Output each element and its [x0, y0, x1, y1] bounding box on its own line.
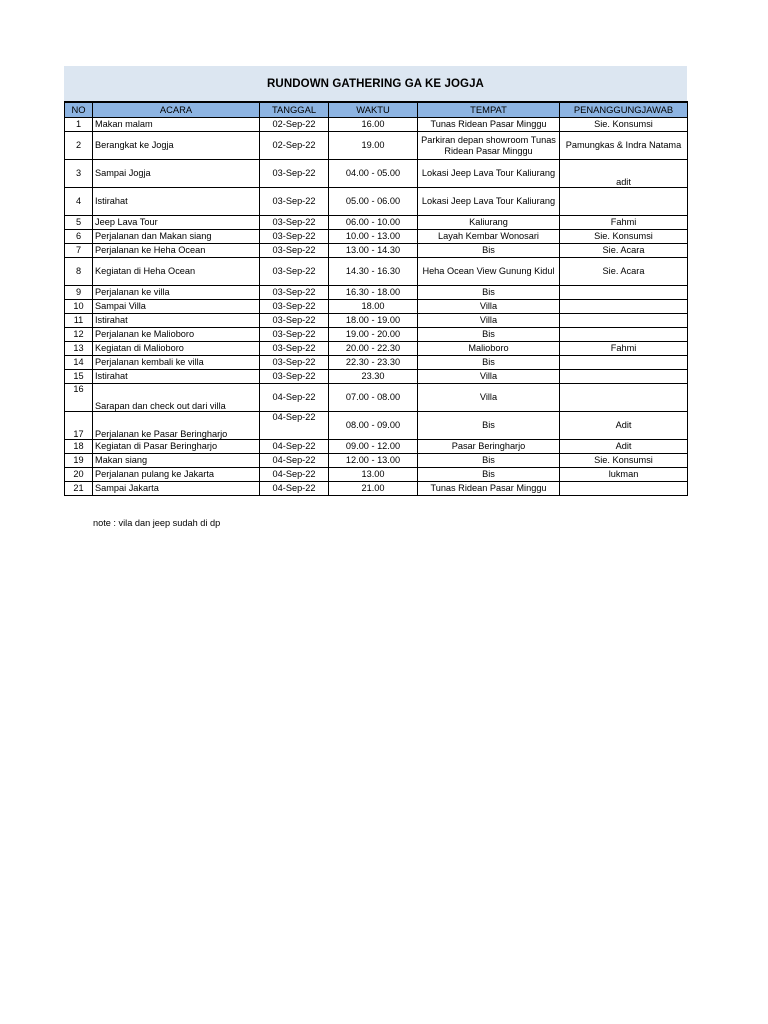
table-row: [65, 188, 688, 216]
cell-penanggungjawab: [560, 314, 688, 328]
cell-no: 21: [65, 482, 93, 496]
cell-tanggal: 04-Sep-22: [260, 384, 329, 412]
cell-waktu: 13.00: [329, 468, 418, 482]
cell-tanggal: 04-Sep-22: [260, 412, 329, 440]
cell-tanggal: 03-Sep-22: [260, 370, 329, 384]
cell-no: 1: [65, 118, 93, 132]
cell-penanggungjawab: Fahmi: [560, 216, 688, 230]
table-row: [65, 468, 688, 482]
header-waktu: WAKTU: [329, 102, 418, 118]
table-row: [65, 356, 688, 370]
cell-tanggal: 04-Sep-22: [260, 440, 329, 454]
cell-tempat: Lokasi Jeep Lava Tour Kaliurang: [418, 160, 560, 188]
cell-tanggal: 03-Sep-22: [260, 342, 329, 356]
cell-acara: Berangkat ke Jogja: [93, 132, 260, 160]
cell-tanggal: 04-Sep-22: [260, 482, 329, 496]
cell-tempat: Kaliurang: [418, 216, 560, 230]
cell-penanggungjawab: [560, 328, 688, 342]
cell-penanggungjawab: Sie. Konsumsi: [560, 230, 688, 244]
table-row: [65, 244, 688, 258]
cell-waktu: 23.30: [329, 370, 418, 384]
table-row: [65, 216, 688, 230]
table-row: [65, 454, 688, 468]
cell-waktu: 19.00 - 20.00: [329, 328, 418, 342]
table-row: [65, 230, 688, 244]
header-acara: ACARA: [93, 102, 260, 118]
cell-tempat: Pasar Beringharjo: [418, 440, 560, 454]
cell-waktu: 20.00 - 22.30: [329, 342, 418, 356]
cell-no: 9: [65, 286, 93, 300]
cell-penanggungjawab: Sie. Konsumsi: [560, 454, 688, 468]
cell-no: 14: [65, 356, 93, 370]
cell-tempat: Heha Ocean View Gunung Kidul: [418, 258, 560, 286]
header-penanggungjawab: PENANGGUNGJAWAB: [560, 102, 688, 118]
cell-tempat: Parkiran depan showroom Tunas Ridean Pasar Minggu: [418, 132, 560, 160]
cell-tempat: Bis: [418, 286, 560, 300]
cell-acara: Perjalanan ke Pasar Beringharjo: [93, 412, 260, 440]
cell-tanggal: 03-Sep-22: [260, 258, 329, 286]
cell-acara: Perjalanan dan Makan siang: [93, 230, 260, 244]
cell-penanggungjawab: Sie. Acara: [560, 244, 688, 258]
cell-acara: Kegiatan di Pasar Beringharjo: [93, 440, 260, 454]
cell-tanggal: 04-Sep-22: [260, 468, 329, 482]
cell-no: 15: [65, 370, 93, 384]
cell-no: 19: [65, 454, 93, 468]
cell-penanggungjawab: Adit: [560, 412, 688, 440]
table-row: [65, 412, 688, 440]
cell-waktu: 05.00 - 06.00: [329, 188, 418, 216]
cell-tanggal: 03-Sep-22: [260, 244, 329, 258]
table-header-row: [65, 102, 688, 118]
cell-no: 6: [65, 230, 93, 244]
cell-acara: Kegiatan di Malioboro: [93, 342, 260, 356]
cell-no: 8: [65, 258, 93, 286]
cell-tanggal: 03-Sep-22: [260, 300, 329, 314]
table-row: [65, 370, 688, 384]
cell-no: 10: [65, 300, 93, 314]
cell-waktu: 19.00: [329, 132, 418, 160]
cell-tempat: Bis: [418, 356, 560, 370]
table-row: [65, 342, 688, 356]
cell-no: 3: [65, 160, 93, 188]
cell-waktu: 16.30 - 18.00: [329, 286, 418, 300]
table-row: [65, 300, 688, 314]
cell-penanggungjawab: Adit: [560, 440, 688, 454]
table-row: [65, 258, 688, 286]
sheet-title: RUNDOWN GATHERING GA KE JOGJA: [64, 66, 687, 101]
table-row: [65, 286, 688, 300]
cell-tempat: Bis: [418, 454, 560, 468]
cell-tempat: Bis: [418, 244, 560, 258]
cell-acara: Perjalanan kembali ke villa: [93, 356, 260, 370]
cell-acara: Sampai Jogja: [93, 160, 260, 188]
cell-tanggal: 03-Sep-22: [260, 160, 329, 188]
cell-tempat: Villa: [418, 370, 560, 384]
cell-tanggal: 03-Sep-22: [260, 314, 329, 328]
cell-no: 16: [65, 384, 93, 412]
cell-tanggal: 03-Sep-22: [260, 216, 329, 230]
cell-waktu: 10.00 - 13.00: [329, 230, 418, 244]
cell-acara: Makan siang: [93, 454, 260, 468]
cell-tanggal: 03-Sep-22: [260, 286, 329, 300]
cell-no: 17: [65, 412, 93, 440]
cell-waktu: 04.00 - 05.00: [329, 160, 418, 188]
cell-acara: Istirahat: [93, 188, 260, 216]
cell-acara: Kegiatan di Heha Ocean: [93, 258, 260, 286]
cell-tempat: Layah Kembar Wonosari: [418, 230, 560, 244]
cell-penanggungjawab: Sie. Acara: [560, 258, 688, 286]
cell-tanggal: 03-Sep-22: [260, 356, 329, 370]
cell-tanggal: 03-Sep-22: [260, 230, 329, 244]
cell-tempat: Bis: [418, 468, 560, 482]
cell-tempat: Malioboro: [418, 342, 560, 356]
cell-acara: Sampai Villa: [93, 300, 260, 314]
cell-acara: Sarapan dan check out dari villa: [93, 384, 260, 412]
cell-no: 20: [65, 468, 93, 482]
cell-waktu: 16.00: [329, 118, 418, 132]
cell-waktu: 08.00 - 09.00: [329, 412, 418, 440]
cell-penanggungjawab: [560, 370, 688, 384]
cell-no: 11: [65, 314, 93, 328]
cell-acara: Istirahat: [93, 314, 260, 328]
cell-waktu: 18.00 - 19.00: [329, 314, 418, 328]
cell-waktu: 18.00: [329, 300, 418, 314]
cell-penanggungjawab: [560, 482, 688, 496]
cell-penanggungjawab: [560, 356, 688, 370]
cell-penanggungjawab: Sie. Konsumsi: [560, 118, 688, 132]
cell-waktu: 21.00: [329, 482, 418, 496]
cell-penanggungjawab: adit: [560, 160, 688, 188]
table-row: [65, 160, 688, 188]
cell-acara: Makan malam: [93, 118, 260, 132]
cell-no: 18: [65, 440, 93, 454]
table-row: [65, 132, 688, 160]
cell-acara: Perjalanan ke Malioboro: [93, 328, 260, 342]
cell-tempat: Tunas Ridean Pasar Minggu: [418, 118, 560, 132]
cell-tempat: Villa: [418, 300, 560, 314]
header-tempat: TEMPAT: [418, 102, 560, 118]
rundown-sheet: [64, 66, 687, 496]
table-row: [65, 440, 688, 454]
cell-acara: Sampai Jakarta: [93, 482, 260, 496]
cell-waktu: 06.00 - 10.00: [329, 216, 418, 230]
table-row: [65, 314, 688, 328]
cell-penanggungjawab: [560, 384, 688, 412]
cell-acara: Perjalanan ke Heha Ocean: [93, 244, 260, 258]
cell-tempat: Lokasi Jeep Lava Tour Kaliurang: [418, 188, 560, 216]
cell-tanggal: 02-Sep-22: [260, 118, 329, 132]
cell-tanggal: 02-Sep-22: [260, 132, 329, 160]
cell-waktu: 22.30 - 23.30: [329, 356, 418, 370]
cell-penanggungjawab: Fahmi: [560, 342, 688, 356]
cell-no: 4: [65, 188, 93, 216]
header-tanggal: TANGGAL: [260, 102, 329, 118]
note-text: note : vila dan jeep sudah di dp: [93, 518, 221, 528]
cell-penanggungjawab: [560, 188, 688, 216]
table-row: [65, 328, 688, 342]
table-row: [65, 482, 688, 496]
cell-tempat: Bis: [418, 412, 560, 440]
cell-tempat: Villa: [418, 314, 560, 328]
cell-waktu: 09.00 - 12.00: [329, 440, 418, 454]
cell-no: 13: [65, 342, 93, 356]
cell-acara: Jeep Lava Tour: [93, 216, 260, 230]
cell-tempat: Villa: [418, 384, 560, 412]
cell-penanggungjawab: lukman: [560, 468, 688, 482]
cell-waktu: 13.00 - 14.30: [329, 244, 418, 258]
cell-tanggal: 03-Sep-22: [260, 188, 329, 216]
cell-tanggal: 04-Sep-22: [260, 454, 329, 468]
cell-tempat: Bis: [418, 328, 560, 342]
cell-tanggal: 03-Sep-22: [260, 328, 329, 342]
cell-acara: Perjalanan pulang ke Jakarta: [93, 468, 260, 482]
header-no: NO: [65, 102, 93, 118]
cell-waktu: 07.00 - 08.00: [329, 384, 418, 412]
cell-no: 7: [65, 244, 93, 258]
cell-waktu: 12.00 - 13.00: [329, 454, 418, 468]
rundown-table: [64, 101, 688, 496]
table-row: [65, 384, 688, 412]
cell-acara: Perjalanan ke villa: [93, 286, 260, 300]
cell-penanggungjawab: Pamungkas & Indra Natama: [560, 132, 688, 160]
table-row: [65, 118, 688, 132]
cell-penanggungjawab: [560, 286, 688, 300]
cell-no: 2: [65, 132, 93, 160]
cell-no: 12: [65, 328, 93, 342]
cell-penanggungjawab: [560, 300, 688, 314]
cell-acara: Istirahat: [93, 370, 260, 384]
cell-waktu: 14.30 - 16.30: [329, 258, 418, 286]
cell-tempat: Tunas Ridean Pasar Minggu: [418, 482, 560, 496]
cell-no: 5: [65, 216, 93, 230]
